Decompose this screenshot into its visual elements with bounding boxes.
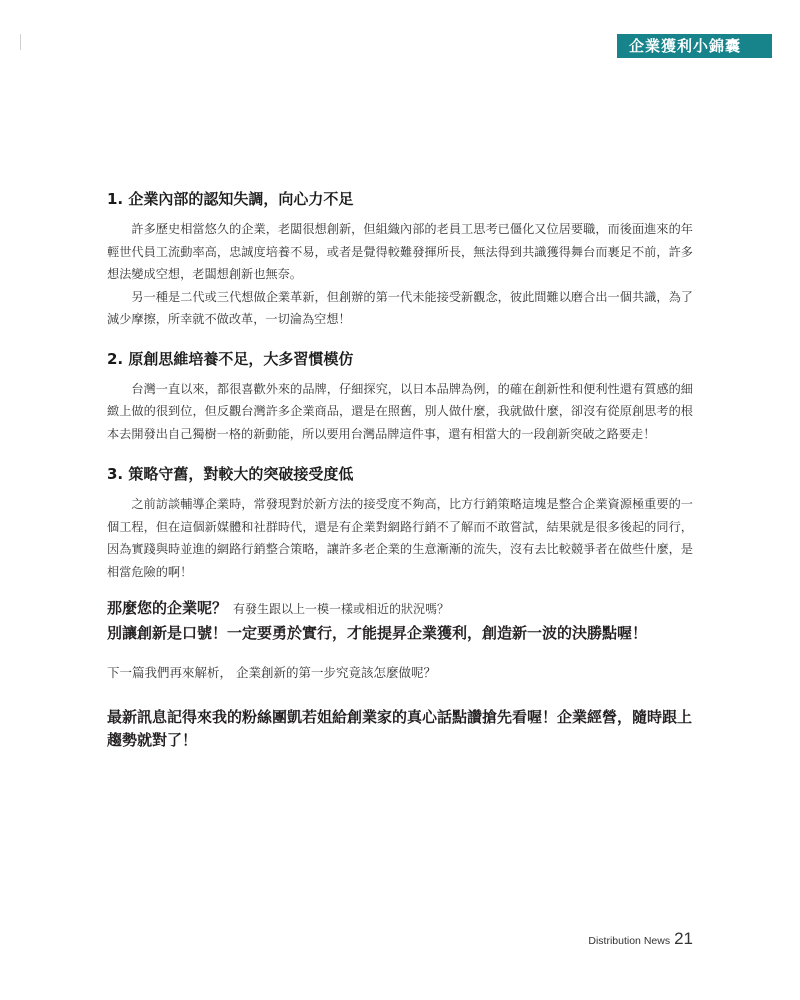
section-heading: 3. 策略守舊，對較大的突破接受度低 bbox=[107, 465, 354, 483]
closing-question bbox=[107, 597, 693, 620]
column-title-tab bbox=[617, 34, 772, 58]
fan-page-notice: 最新訊息記得來我的粉絲團凱若姐給創業家的真心話點讚搶先看喔！企業經營，隨時跟上趨勢就對了！ bbox=[107, 708, 693, 749]
page-footer bbox=[588, 929, 693, 949]
closing-question-main: 那麼您的企業呢？ bbox=[107, 599, 228, 617]
call-to-action: 別讓創新是口號！一定要勇於實行，才能提昇企業獲利，創造新一波的決勝點喔！ bbox=[107, 624, 648, 642]
paragraph: 另一種是二代或三代想做企業革新，但創辦的第一代未能接受新觀念，彼此間難以磨合出一個共識，為了減少摩擦，所幸就不做改革，一切淪為空想！ bbox=[107, 289, 693, 326]
next-article-teaser: 下一篇我們再來解析， 企業創新的第一步究竟該怎麼做呢？ bbox=[107, 665, 436, 680]
column-title: 企業獲利小錦囊 bbox=[629, 37, 742, 55]
page-number: 21 bbox=[674, 929, 693, 948]
paragraph: 許多歷史相當悠久的企業，老闆很想創新，但組織內部的老員工思考已僵化又位居要職，而後面進來的年輕世代員工流動率高，忠誠度培養不易，或者是覺得較難發揮所長，無法得到共識獲得舞台而裹足不前，許多想法變成空想，老闆想創新也無奈。 bbox=[107, 222, 693, 281]
section-heading: 1. 企業內部的認知失調，向心力不足 bbox=[107, 190, 354, 208]
section-3 bbox=[107, 463, 693, 583]
section-2 bbox=[107, 348, 693, 446]
section-1 bbox=[107, 188, 693, 331]
paragraph: 台灣一直以來，都很喜歡外來的品牌，仔細探究，以日本品牌為例，的確在創新性和便利性還有質感的細緻上做的很到位，但反觀台灣許多企業商品，還是在照舊，別人做什麼，我就做什麼，卻沒有從原創思考的根本去開發出自己獨樹一格的新動能，所以要用台灣品牌這件事，還有相當大的一段創新突破之路要走！ bbox=[107, 381, 693, 441]
closing-question-sub: 有發生跟以上一模一樣或相近的狀況嗎？ bbox=[233, 602, 450, 616]
paragraph: 之前訪談輔導企業時，常發現對於新方法的接受度不夠高，比方行銷策略這塊是整合企業資源極重要的一個工程，但在這個新媒體和社群時代，還是有企業對網路行銷不了解而不敢嘗試，結果就是很多後起的同行，因為實踐與時並進的網路行銷整合策略，讓許多老企業的生意漸漸的流失，沒有去比較競爭者在做些什麼，是相當危險的啊！ bbox=[107, 497, 693, 579]
section-heading: 2. 原創思維培養不足，大多習慣模仿 bbox=[107, 349, 354, 368]
publication-name: Distribution News bbox=[588, 935, 671, 947]
article-body bbox=[107, 188, 693, 752]
corner-crop-mark bbox=[20, 34, 21, 50]
